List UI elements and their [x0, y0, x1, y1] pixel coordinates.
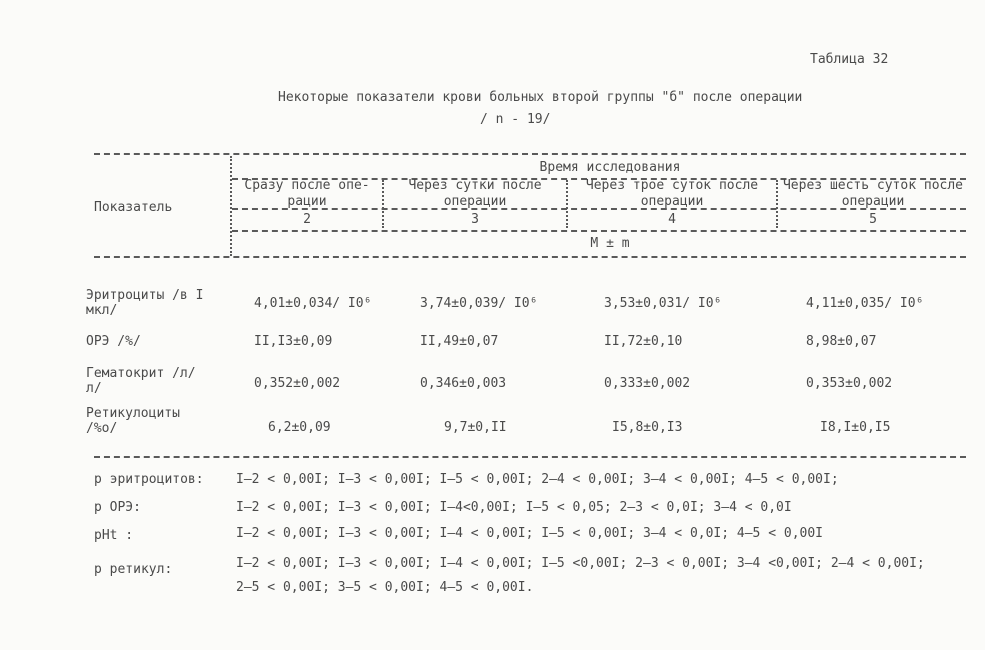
note-text-erythrocytes: I–2 < 0,00I; I–3 < 0,00I; I–5 < 0,00I; 2–4 < 0,00I; 3–4 < 0,00I; 4–5 < 0,00I;	[236, 472, 839, 487]
cell-ore-1: II,I3±0,09	[254, 334, 333, 349]
period-header-2: Через сутки после операции	[408, 178, 542, 209]
col-sep-4	[776, 180, 778, 228]
note-text-hematocrit: I–2 < 0,00I; I–3 < 0,00I; I–4 < 0,00I; I–5 < 0,00I; 3–4 < 0,0I; 4–5 < 0,00I	[236, 526, 823, 541]
table-top-rule	[94, 153, 966, 155]
page-subtitle: / n - 19/	[480, 112, 551, 127]
note-text-reticulocytes-cont: 2–5 < 0,00I; 3–5 < 0,00I; 4–5 < 0,00I.	[236, 580, 534, 595]
cell-hematocrit-3: 0,333±0,002	[604, 376, 691, 391]
row-label-hematocrit: Гематокрит /л/л/	[86, 366, 196, 396]
period-num-3: 4	[668, 212, 676, 227]
note-label-reticulocytes: р ретикул:	[94, 562, 173, 577]
period-header-4: Через шесть суток после операции	[782, 178, 963, 209]
row-label-reticulocytes: Ретикулоциты /%o/	[86, 406, 180, 436]
cell-hematocrit-1: 0,352±0,002	[254, 376, 341, 391]
table-label: Таблица 32	[810, 52, 889, 67]
note-label-ore: р ОРЭ:	[94, 500, 141, 515]
col-sep-3	[566, 180, 568, 228]
cell-hematocrit-4: 0,353±0,002	[806, 376, 893, 391]
period-header-3: Через трое суток после операции	[585, 178, 759, 209]
cell-erythrocytes-2: 3,74±0,039/ I0⁶	[420, 296, 538, 311]
col-sep-1	[230, 156, 232, 256]
cell-reticulocytes-3: I5,8±0,I3	[612, 420, 683, 435]
header-bottom-rule	[94, 256, 966, 258]
cell-reticulocytes-2: 9,7±0,II	[444, 420, 507, 435]
cell-erythrocytes-4: 4,11±0,035/ I0⁶	[806, 296, 924, 311]
note-label-erythrocytes: р эритроцитов:	[94, 472, 204, 487]
col-sep-2	[382, 180, 384, 228]
cell-ore-4: 8,98±0,07	[806, 334, 877, 349]
cell-reticulocytes-1: 6,2±0,09	[268, 420, 331, 435]
cell-ore-3: II,72±0,10	[604, 334, 683, 349]
indicator-header: Показатель	[94, 200, 173, 215]
cell-ore-2: II,49±0,07	[420, 334, 499, 349]
period-num-2: 3	[471, 212, 479, 227]
note-text-ore: I–2 < 0,00I; I–3 < 0,00I; I–4<0,00I; I–5 < 0,05; 2–3 < 0,0I; 3–4 < 0,0I	[236, 500, 792, 515]
cell-erythrocytes-3: 3,53±0,031/ I0⁶	[604, 296, 722, 311]
cell-reticulocytes-4: I8,I±0,I5	[820, 420, 891, 435]
table-bottom-rule	[94, 456, 966, 458]
note-text-reticulocytes: I–2 < 0,00I; I–3 < 0,00I; I–4 < 0,00I; I–5 <0,00I; 2–3 < 0,00I; 3–4 <0,00I; 2–4 < 0,00I;	[236, 556, 925, 571]
cell-erythrocytes-1: 4,01±0,034/ I0⁶	[254, 296, 372, 311]
period-num-1: 2	[303, 212, 311, 227]
period-rule	[232, 208, 966, 210]
row-label-ore: ОРЭ /%/	[86, 334, 141, 349]
note-label-hematocrit: pHt :	[94, 528, 134, 543]
period-header-1: Сразу после опе-рации	[244, 178, 370, 209]
cell-hematocrit-2: 0,346±0,003	[420, 376, 507, 391]
period-num-4: 5	[869, 212, 877, 227]
num-rule	[232, 230, 966, 232]
stat-header: M ± m	[590, 236, 630, 251]
study-time-header: Время исследования	[539, 160, 681, 175]
page-title: Некоторые показатели крови больных второй группы "б" после операции	[278, 90, 803, 105]
row-label-erythrocytes: Эритроциты /в I мкл/	[86, 288, 204, 318]
